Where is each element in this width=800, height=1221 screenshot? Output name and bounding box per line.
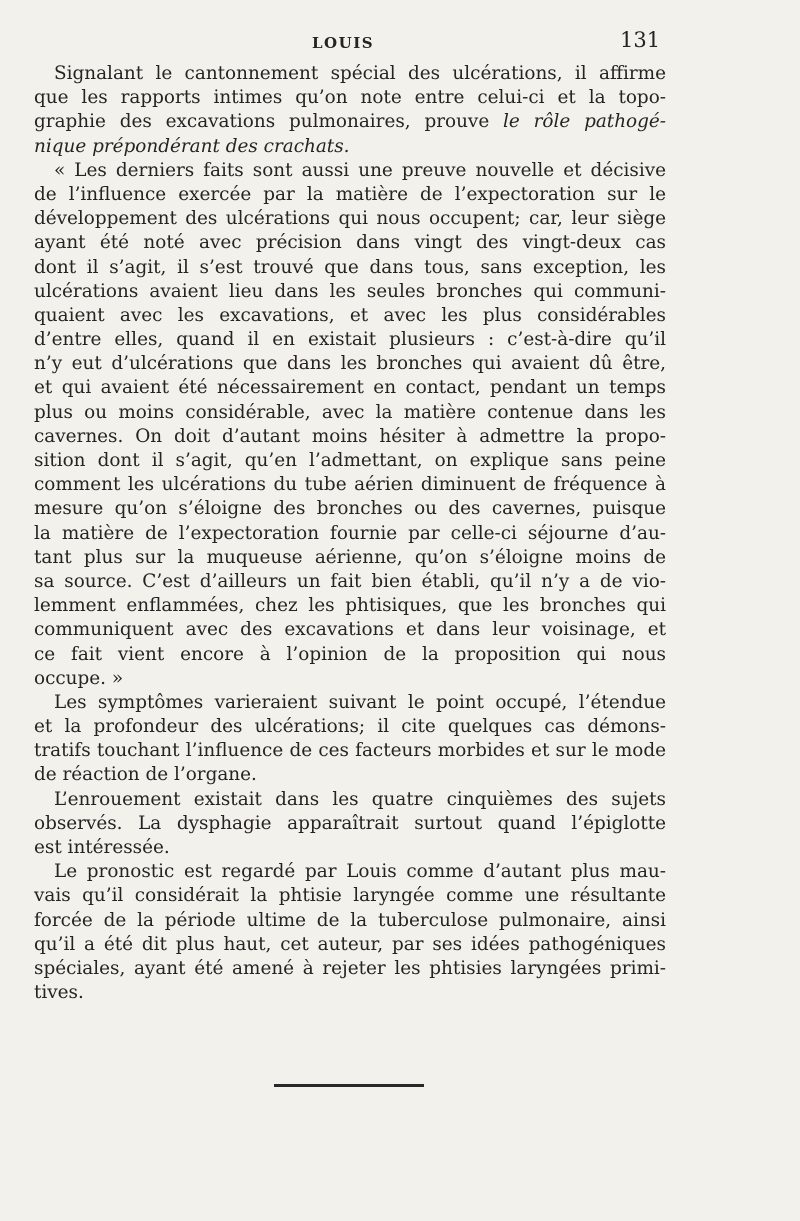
text-line: de réaction de l’organe. [34, 764, 257, 786]
section-end-rule [274, 1084, 424, 1087]
text-line: de l’influence exercée par la matière de l’expectoration sur le [34, 183, 666, 205]
text-line [34, 110, 666, 134]
body-text [34, 62, 666, 1005]
text-line: communiquent avec des excavations et dans leur voisinage, et [34, 619, 666, 641]
text-line: et qui avaient été nécessairement en contact, pendant un temps [34, 377, 666, 399]
text-line: développement des ulcérations qui nous occupent; car, leur siège [34, 208, 666, 230]
text-line: n’y eut d’ulcérations que dans les bronches qui avaient dû être, [34, 353, 666, 375]
text-line: ulcérations avaient lieu dans les seules bronches qui communi- [34, 280, 666, 302]
text-line: ce fait vient encore à l’opinion de la proposition qui nous [34, 643, 666, 665]
text-line: forcée de la période ultime de la tuberculose pulmonaire, ainsi [34, 909, 666, 931]
text-line: d’entre elles, quand il en existait plusieurs : c’est-à-dire qu’il [34, 329, 666, 351]
text-line: quaient avec les excavations, et avec les plus considérables [34, 304, 666, 326]
text-line: sa source. C’est d’ailleurs un fait bien établi, qu’il n’y a de vio- [34, 570, 666, 592]
text-span: graphie des excavations pulmonaires, prouve [34, 111, 490, 133]
text-line: plus ou moins considérable, avec la matière contenue dans les [34, 401, 666, 423]
emphasis-text: nique prépondérant des crachats. [34, 135, 350, 157]
text-line: L’enrouement existait dans les quatre cinquièmes des sujets [54, 788, 666, 810]
text-line: Le pronostic est regardé par Louis comme d’autant plus mau- [54, 861, 666, 883]
running-head [0, 28, 800, 58]
running-head-title: LOUIS [312, 34, 375, 52]
text-line: Signalant le cantonnement spécial des ulcérations, il affirme [54, 63, 666, 84]
text-line: occupe. » [34, 667, 124, 689]
text-line: cavernes. On doit d’autant moins hésiter à admettre la propo- [34, 425, 666, 447]
text-line: observés. La dysphagie apparaîtrait surtout quand l’épiglotte [34, 812, 666, 834]
text-line: vais qu’il considérait la phtisie laryngée comme une résultante [34, 885, 666, 907]
text-line: dont il s’agit, il s’est trouvé que dans tous, sans exception, les [34, 256, 666, 278]
text-line: tratifs touchant l’influence de ces facteurs morbides et sur le mode [34, 740, 666, 762]
text-line: lemment enflammées, chez les phtisiques, que les bronches qui [34, 595, 666, 617]
text-line: et la profondeur des ulcérations; il cite quelques cas démons- [34, 716, 666, 738]
text-line: que les rapports intimes qu’on note entre celui-ci et la topo- [34, 87, 666, 109]
emphasis-text: le rôle pathogé- [503, 111, 666, 133]
text-line: « Les derniers faits sont aussi une preuve nouvelle et décisive [54, 159, 666, 181]
page-number: 131 [620, 28, 661, 52]
text-line: tives. [34, 982, 84, 1004]
text-line: Les symptômes varieraient suivant le point occupé, l’étendue [54, 691, 666, 713]
text-line: est intéressée. [34, 837, 170, 858]
text-line: mesure qu’on s’éloigne des bronches ou des cavernes, puisque [34, 498, 666, 520]
text-line: sition dont il s’agit, qu’en l’admettant, on explique sans peine [34, 450, 666, 471]
text-line: spéciales, ayant été amené à rejeter les phtisies laryngées primi- [34, 957, 666, 979]
text-line: comment les ulcérations du tube aérien diminuent de fréquence à [34, 474, 666, 496]
text-line: la matière de l’expectoration fournie par celle-ci séjourne d’au- [34, 522, 666, 544]
text-line: qu’il a été dit plus haut, cet auteur, par ses idées pathogéniques [34, 933, 666, 955]
text-line: ayant été noté avec précision dans vingt des vingt-deux cas [34, 232, 666, 254]
text-line: tant plus sur la muqueuse aérienne, qu’on s’éloigne moins de [34, 546, 666, 568]
